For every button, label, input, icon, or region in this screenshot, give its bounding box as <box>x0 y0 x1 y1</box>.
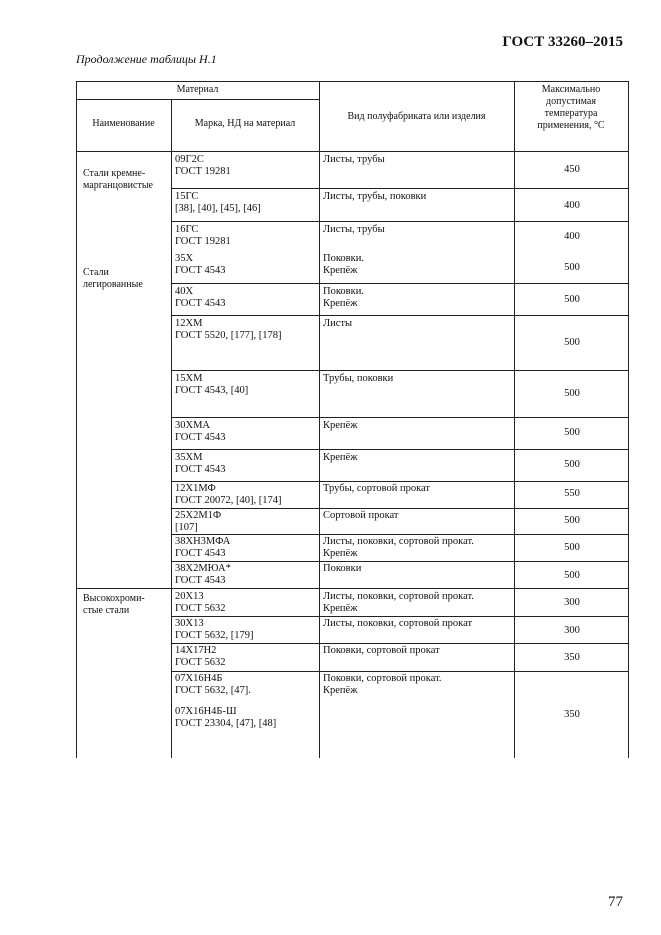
grade-cell: 12Х1МФ ГОСТ 20072, [40], [174] <box>175 483 282 506</box>
temp-cell: 500 <box>564 515 580 526</box>
product-cell: Крепёж <box>323 452 358 463</box>
product-cell: Листы, поковки, сортовой прокат. Крепёж <box>323 536 474 559</box>
grade-cell: 35Х ГОСТ 4543 <box>175 253 226 276</box>
product-cell: Сортовой прокат <box>323 510 399 521</box>
product-cell: Трубы, поковки <box>323 373 394 384</box>
header-grade: Марка, НД на материал <box>194 118 296 129</box>
temp-cell: 300 <box>564 625 580 636</box>
product-cell: Поковки. Крепёж <box>323 253 364 276</box>
grade-cell: 35ХМ ГОСТ 4543 <box>175 452 226 475</box>
grade-cell: 07Х16Н4Б ГОСТ 5632, [47]. <box>175 673 251 696</box>
product-cell: Поковки, сортовой прокат. Крепёж <box>323 673 442 696</box>
header-material: Материал <box>176 84 219 95</box>
product-cell: Листы <box>323 318 353 329</box>
header-max-temp: Максимально допустимая температура применения, °С <box>537 84 605 131</box>
grade-cell: 30Х13 ГОСТ 5632, [179] <box>175 618 254 641</box>
grade-cell: 15ХМ ГОСТ 4543, [40] <box>175 373 249 396</box>
group-label: Стали легированные <box>83 267 143 290</box>
product-cell: Листы, поковки, сортовой прокат <box>323 618 473 629</box>
grade-cell: 25Х2М1Ф [107] <box>175 510 222 533</box>
grade-cell: 20Х13 ГОСТ 5632 <box>175 591 226 614</box>
table-continuation-caption: Продолжение таблицы Н.1 <box>76 52 217 66</box>
product-cell: Поковки, сортовой прокат <box>323 645 440 656</box>
grade-cell: 14Х17Н2 ГОСТ 5632 <box>175 645 226 668</box>
grade-cell: 09Г2С ГОСТ 19281 <box>175 154 231 177</box>
grade-cell: 38Х2МЮА* ГОСТ 4543 <box>175 563 231 586</box>
grade-cell: 40Х ГОСТ 4543 <box>175 286 226 309</box>
temp-cell: 500 <box>564 337 580 348</box>
page-number: 77 <box>608 894 623 910</box>
temp-cell: 500 <box>564 388 580 399</box>
temp-cell: 300 <box>564 597 580 608</box>
temp-cell: 500 <box>564 459 580 470</box>
grade-cell: 12ХМ ГОСТ 5520, [177], [178] <box>175 318 282 341</box>
product-cell: Листы, трубы <box>323 154 385 165</box>
temp-cell: 550 <box>564 488 580 499</box>
grade-cell: 16ГС ГОСТ 19281 <box>175 224 231 247</box>
product-cell: Крепёж <box>323 420 358 431</box>
grade-cell-alt: 07Х16Н4Б-Ш ГОСТ 23304, [47], [48] <box>175 706 277 729</box>
temp-cell: 500 <box>564 427 580 438</box>
temp-cell: 400 <box>564 200 580 211</box>
product-cell: Поковки. Крепёж <box>323 286 364 309</box>
header-name: Наименование <box>92 118 155 129</box>
product-cell: Листы, трубы, поковки <box>323 191 427 202</box>
temp-cell: 500 <box>564 294 580 305</box>
group-label: Стали кремне- марганцовистые <box>83 168 153 191</box>
group-label: Высокохроми- стые стали <box>83 593 145 616</box>
grade-cell: 38ХН3МФА ГОСТ 4543 <box>175 536 231 559</box>
temp-cell: 350 <box>564 652 580 663</box>
product-cell: Листы, трубы <box>323 224 385 235</box>
doc-id: ГОСТ 33260–2015 <box>502 34 623 50</box>
temp-cell: 450 <box>564 164 580 175</box>
product-cell: Трубы, сортовой прокат <box>323 483 431 494</box>
temp-cell: 350 <box>564 709 580 720</box>
temp-cell: 500 <box>564 262 580 273</box>
temp-cell: 400 <box>564 231 580 242</box>
product-cell: Листы, поковки, сортовой прокат. Крепёж <box>323 591 474 614</box>
product-cell: Поковки <box>323 563 362 574</box>
header-product: Вид полуфабриката или изделия <box>347 111 486 122</box>
temp-cell: 500 <box>564 542 580 553</box>
grade-cell: 15ГС [38], [40], [45], [46] <box>175 191 261 214</box>
grade-cell: 30ХМА ГОСТ 4543 <box>175 420 226 443</box>
temp-cell: 500 <box>564 570 580 581</box>
